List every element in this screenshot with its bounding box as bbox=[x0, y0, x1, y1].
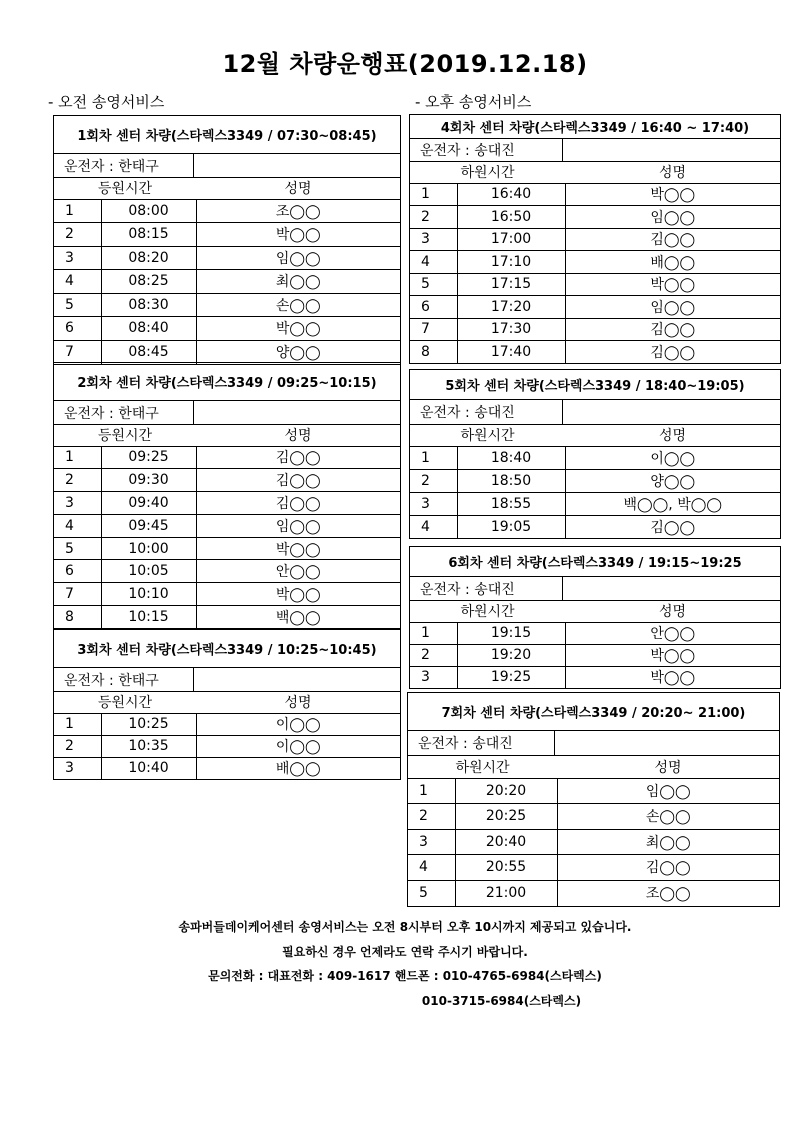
row-number: 4 bbox=[410, 515, 457, 538]
row-number: 1 bbox=[410, 622, 457, 644]
row-time: 08:25 bbox=[101, 270, 196, 294]
row-number: 8 bbox=[410, 341, 457, 364]
row-name: 김◯◯ bbox=[196, 492, 400, 515]
row-time: 20:40 bbox=[455, 829, 557, 855]
table-row bbox=[408, 804, 779, 830]
row-time: 19:25 bbox=[457, 666, 565, 688]
row-time: 17:10 bbox=[457, 251, 565, 274]
schedule-card-5 bbox=[409, 369, 781, 539]
row-name: 박◯◯ bbox=[565, 644, 780, 666]
row-number: 6 bbox=[410, 296, 457, 319]
driver-label: 운전자 : 송대진 bbox=[410, 400, 563, 424]
row-name: 박◯◯ bbox=[196, 537, 400, 560]
table-row bbox=[410, 644, 780, 666]
row-name: 임◯◯ bbox=[565, 296, 780, 319]
table-row bbox=[410, 622, 780, 644]
row-name: 배◯◯ bbox=[565, 251, 780, 274]
row-number: 3 bbox=[54, 757, 101, 779]
row-number: 5 bbox=[410, 273, 457, 296]
row-number: 1 bbox=[54, 713, 101, 735]
row-number: 8 bbox=[54, 606, 101, 629]
table-header-row bbox=[408, 756, 779, 778]
table-row bbox=[54, 199, 400, 223]
row-name: 김◯◯ bbox=[650, 345, 696, 361]
table-row bbox=[54, 560, 400, 583]
driver-row bbox=[54, 668, 400, 692]
schedule-card-6 bbox=[409, 546, 781, 689]
schedule-card-2 bbox=[53, 362, 401, 629]
row-time: 16:40 bbox=[457, 183, 565, 206]
table-row bbox=[54, 246, 400, 270]
row-name: 임◯◯ bbox=[196, 514, 400, 537]
time-column-header: 하원시간 bbox=[410, 425, 565, 446]
schedule-table bbox=[54, 178, 400, 364]
row-time: 19:20 bbox=[457, 644, 565, 666]
table-row bbox=[54, 713, 400, 735]
table-row bbox=[410, 469, 780, 492]
row-number: 1 bbox=[408, 778, 455, 804]
driver-row bbox=[54, 154, 400, 178]
table-row bbox=[54, 735, 400, 757]
card-heading: 7회차 센터 차량(스타렉스3349 / 20:20~ 21:00) bbox=[408, 693, 779, 731]
name-column-header: 성명 bbox=[196, 178, 400, 199]
row-name: 임◯◯ bbox=[196, 246, 400, 270]
row-number: 6 bbox=[54, 317, 101, 341]
row-number: 7 bbox=[410, 318, 457, 341]
row-name: 박◯◯ bbox=[196, 583, 400, 606]
table-row bbox=[54, 583, 400, 606]
row-time: 18:40 bbox=[457, 446, 565, 469]
table-row bbox=[54, 317, 400, 341]
row-number: 2 bbox=[410, 206, 457, 229]
row-time: 10:00 bbox=[101, 537, 196, 560]
driver-label: 운전자 : 송대진 bbox=[410, 577, 563, 600]
row-number: 2 bbox=[408, 804, 455, 830]
row-time: 10:25 bbox=[101, 713, 196, 735]
section-morning-label: - 오전 송영서비스 bbox=[48, 93, 165, 111]
name-column-header: 성명 bbox=[565, 162, 780, 183]
row-name: 김◯◯ bbox=[650, 519, 696, 536]
row-name: 조◯◯ bbox=[196, 199, 400, 223]
driver-row bbox=[410, 577, 780, 601]
footer-service-hours: 송파버들데이케어센터 송영서비스는 오전 8시부터 오후 10시까지 제공되고 있습니다. bbox=[178, 920, 632, 934]
row-time: 10:10 bbox=[101, 583, 196, 606]
table-row bbox=[410, 183, 780, 206]
card-heading: 6회차 센터 차량(스타렉스3349 / 19:15~19:25 bbox=[410, 547, 780, 577]
row-number: 7 bbox=[54, 583, 101, 606]
row-number: 2 bbox=[410, 644, 457, 666]
table-row bbox=[54, 537, 400, 560]
row-time: 10:35 bbox=[101, 735, 196, 757]
row-name: 이◯◯ bbox=[196, 735, 400, 757]
row-number: 2 bbox=[54, 469, 101, 492]
table-row bbox=[410, 228, 780, 251]
row-number: 2 bbox=[54, 223, 101, 247]
row-number: 3 bbox=[54, 246, 101, 270]
row-number: 1 bbox=[410, 183, 457, 206]
table-row bbox=[410, 273, 780, 296]
table-header-row bbox=[54, 425, 400, 446]
table-row bbox=[54, 446, 400, 469]
row-name: 임◯◯ bbox=[557, 778, 779, 804]
table-row bbox=[408, 880, 779, 906]
row-name: 김◯◯ bbox=[565, 228, 780, 251]
table-row bbox=[54, 223, 400, 247]
row-number: 1 bbox=[54, 446, 101, 469]
row-number: 3 bbox=[408, 829, 455, 855]
row-time: 17:20 bbox=[457, 296, 565, 319]
table-row bbox=[410, 318, 780, 341]
schedule-card-3 bbox=[53, 629, 401, 780]
schedule-table bbox=[54, 425, 400, 628]
row-name: 최◯◯ bbox=[196, 270, 400, 294]
driver-label: 운전자 : 한태구 bbox=[54, 154, 194, 177]
row-number: 3 bbox=[410, 228, 457, 251]
row-name: 손◯◯ bbox=[557, 804, 779, 830]
table-row bbox=[54, 492, 400, 515]
row-time: 09:30 bbox=[101, 469, 196, 492]
time-column-header: 등원시간 bbox=[54, 178, 196, 199]
footer-phone-extra: 010-3715-6984(스타렉스) bbox=[421, 994, 582, 1008]
driver-label: 운전자 : 한태구 bbox=[54, 401, 194, 424]
row-name: 조◯◯ bbox=[645, 886, 691, 902]
row-number: 4 bbox=[54, 514, 101, 537]
table-row bbox=[408, 829, 779, 855]
driver-row bbox=[54, 401, 400, 425]
row-name: 안◯◯ bbox=[565, 622, 780, 644]
row-name: 양◯◯ bbox=[275, 345, 321, 361]
driver-row bbox=[410, 139, 780, 162]
row-name: 김◯◯ bbox=[196, 469, 400, 492]
row-time: 08:00 bbox=[101, 199, 196, 223]
footer-contact-note: 필요하신 경우 언제라도 연락 주시기 바랍니다. bbox=[282, 945, 528, 959]
table-row bbox=[410, 296, 780, 319]
row-time: 20:20 bbox=[455, 778, 557, 804]
schedule-table bbox=[410, 601, 780, 688]
row-time: 17:40 bbox=[457, 341, 565, 364]
table-row bbox=[54, 606, 400, 629]
row-time: 08:40 bbox=[101, 317, 196, 341]
row-name: 손◯◯ bbox=[196, 293, 400, 317]
row-name: 안◯◯ bbox=[196, 560, 400, 583]
name-column-header: 성명 bbox=[196, 425, 400, 446]
table-row bbox=[54, 270, 400, 294]
row-number: 3 bbox=[410, 666, 457, 688]
row-time: 17:15 bbox=[457, 273, 565, 296]
table-row bbox=[54, 514, 400, 537]
row-time: 10:15 bbox=[101, 606, 196, 629]
row-name: 김◯◯ bbox=[196, 446, 400, 469]
table-header-row bbox=[54, 178, 400, 199]
name-column-header: 성명 bbox=[196, 692, 400, 713]
driver-label: 운전자 : 송대진 bbox=[408, 731, 555, 755]
row-number: 4 bbox=[54, 270, 101, 294]
name-column-header: 성명 bbox=[557, 756, 779, 778]
row-time: 21:00 bbox=[455, 880, 557, 906]
table-row bbox=[54, 293, 400, 317]
schedule-table bbox=[410, 425, 780, 538]
time-column-header: 등원시간 bbox=[54, 692, 196, 713]
row-time: 08:15 bbox=[101, 223, 196, 247]
table-row bbox=[410, 666, 780, 688]
card-heading: 3회차 센터 차량(스타렉스3349 / 10:25~10:45) bbox=[54, 630, 400, 668]
row-time: 19:05 bbox=[457, 515, 565, 538]
row-number: 2 bbox=[54, 735, 101, 757]
time-column-header: 하원시간 bbox=[410, 601, 565, 622]
table-row bbox=[408, 778, 779, 804]
driver-row bbox=[410, 400, 780, 425]
name-column-header: 성명 bbox=[565, 601, 780, 622]
row-number: 5 bbox=[54, 537, 101, 560]
row-name: 김◯◯ bbox=[565, 318, 780, 341]
schedule-table bbox=[410, 162, 780, 363]
time-column-header: 하원시간 bbox=[410, 162, 565, 183]
row-time: 09:25 bbox=[101, 446, 196, 469]
row-number: 1 bbox=[54, 199, 101, 223]
name-column-header: 성명 bbox=[565, 425, 780, 446]
row-name: 배◯◯ bbox=[275, 761, 321, 778]
driver-label: 운전자 : 한태구 bbox=[54, 668, 194, 691]
row-name: 백◯◯, 박◯◯ bbox=[565, 492, 780, 515]
table-row bbox=[410, 515, 780, 538]
row-time: 17:00 bbox=[457, 228, 565, 251]
row-time: 16:50 bbox=[457, 206, 565, 229]
table-row bbox=[54, 469, 400, 492]
schedule-table bbox=[54, 692, 400, 779]
row-name: 양◯◯ bbox=[565, 469, 780, 492]
row-time: 08:30 bbox=[101, 293, 196, 317]
row-time: 18:55 bbox=[457, 492, 565, 515]
row-name: 박◯◯ bbox=[565, 183, 780, 206]
row-number: 5 bbox=[408, 880, 455, 906]
card-heading: 2회차 센터 차량(스타렉스3349 / 09:25~10:15) bbox=[54, 363, 400, 401]
row-number: 1 bbox=[410, 446, 457, 469]
schedule-card-1 bbox=[53, 115, 401, 365]
page-title: 12월 차량운행표(2019.12.18) bbox=[222, 50, 588, 78]
row-number: 7 bbox=[54, 340, 101, 364]
footer-phone-numbers: 문의전화 : 대표전화 : 409-1617 핸드폰 : 010-4765-6984(스타렉스) bbox=[208, 969, 602, 983]
table-row bbox=[410, 492, 780, 515]
row-name: 백◯◯ bbox=[275, 610, 321, 627]
row-time: 09:45 bbox=[101, 514, 196, 537]
row-number: 2 bbox=[410, 469, 457, 492]
section-afternoon-label: - 오후 송영서비스 bbox=[415, 93, 532, 111]
table-row bbox=[408, 855, 779, 881]
driver-row bbox=[408, 731, 779, 756]
row-time: 08:20 bbox=[101, 246, 196, 270]
time-column-header: 등원시간 bbox=[54, 425, 196, 446]
row-number: 4 bbox=[410, 251, 457, 274]
driver-label: 운전자 : 송대진 bbox=[410, 139, 563, 161]
row-time: 09:40 bbox=[101, 492, 196, 515]
row-number: 4 bbox=[408, 855, 455, 881]
row-name: 박◯◯ bbox=[196, 223, 400, 247]
row-number: 6 bbox=[54, 560, 101, 583]
table-header-row bbox=[54, 692, 400, 713]
table-row bbox=[410, 341, 780, 364]
row-time: 08:45 bbox=[101, 340, 196, 364]
table-header-row bbox=[410, 162, 780, 183]
schedule-card-7 bbox=[407, 692, 780, 907]
card-heading: 5회차 센터 차량(스타렉스3349 / 18:40~19:05) bbox=[410, 370, 780, 400]
table-row bbox=[54, 757, 400, 779]
row-time: 18:50 bbox=[457, 469, 565, 492]
table-row bbox=[54, 340, 400, 364]
time-column-header: 하원시간 bbox=[408, 756, 557, 778]
row-time: 20:25 bbox=[455, 804, 557, 830]
row-name: 이◯◯ bbox=[565, 446, 780, 469]
schedule-table bbox=[408, 756, 779, 906]
card-heading: 1회차 센터 차량(스타렉스3349 / 07:30~08:45) bbox=[54, 116, 400, 154]
row-number: 3 bbox=[410, 492, 457, 515]
table-row bbox=[410, 251, 780, 274]
table-header-row bbox=[410, 425, 780, 446]
row-number: 5 bbox=[54, 293, 101, 317]
row-time: 19:15 bbox=[457, 622, 565, 644]
table-row bbox=[410, 446, 780, 469]
row-name: 최◯◯ bbox=[557, 829, 779, 855]
row-name: 박◯◯ bbox=[650, 670, 696, 687]
row-time: 17:30 bbox=[457, 318, 565, 341]
row-time: 10:40 bbox=[101, 757, 196, 779]
row-time: 20:55 bbox=[455, 855, 557, 881]
row-time: 10:05 bbox=[101, 560, 196, 583]
table-row bbox=[410, 206, 780, 229]
card-heading: 4회차 센터 차량(스타렉스3349 / 16:40 ~ 17:40) bbox=[410, 115, 780, 139]
row-number: 3 bbox=[54, 492, 101, 515]
row-name: 박◯◯ bbox=[196, 317, 400, 341]
schedule-card-4 bbox=[409, 114, 781, 364]
table-header-row bbox=[410, 601, 780, 622]
row-name: 이◯◯ bbox=[196, 713, 400, 735]
row-name: 임◯◯ bbox=[565, 206, 780, 229]
row-name: 박◯◯ bbox=[565, 273, 780, 296]
row-name: 김◯◯ bbox=[557, 855, 779, 881]
